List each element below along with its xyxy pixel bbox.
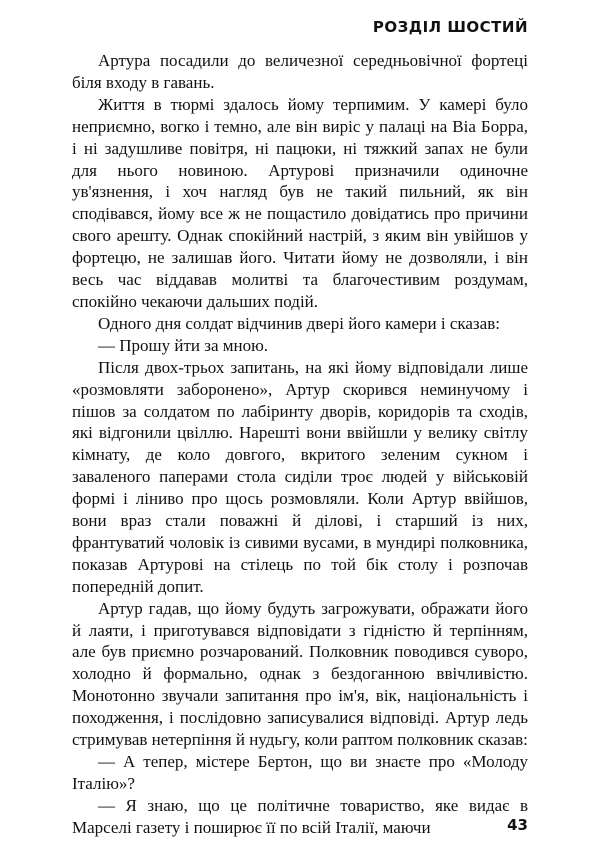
paragraph: — Прошу йти за мною.: [98, 335, 269, 355]
paragraph: Одного дня солдат відчинив двері його камери і сказав:: [98, 313, 500, 333]
paragraph: Після двох-трьох запитань, на які йому відповідали лише «розмовляти заборонено», Артур скорився неминучому і пішов за солдатом по лабіринту дворів, коридорів та сходів, які відгонили цвіллю. Нарешті вони ввійшли у велику світлу кімнату, де коло довгого, вкритого зеленим сукном і заваленого паперами стола сиділи троє людей у військовій формі і ліниво про щось розмовляли. Коли Артур ввійшов, вони враз стали поважні й ділові, і старший із них, франтуватий чоловік із сивими вусами, в мундирі полковника, показав Артурові на стілець по той бік столу і розпочав попередній допит.: [72, 357, 528, 596]
body-text: [72, 50, 528, 839]
paragraph: Артур гадав, що йому будуть загрожувати, ображати його й лаяти, і приготувався відповідати з гідністю й терпінням, але був приємно розчарований. Полковник поводився суворо, холодно й формально, однак з бездоганною ввічливістю. Монотонно звучали запитання про ім'я, вік, національність і походження, і послідовно записувалися відповіді. Артур ледь стримував нетерпіння й нудьгу, коли раптом полковник сказав:: [72, 598, 528, 750]
paragraph: — Я знаю, що це політичне товариство, яке видає в Марселі газету і поширює її по всій Італії, маючи: [72, 795, 528, 837]
chapter-title: РОЗДІЛ ШОСТИЙ: [372, 18, 528, 36]
paragraph: Життя в тюрмі здалось йому терпимим. У камері було неприємно, вогко і темно, але він виріс у палаці на Віа Борра, і ні задушливе повітря, ні пацюки, ні тяжкий запах не були для нього новиною. Артурові призначили одиночне ув'язнення, і хоч нагляд був не такий пильний, як він сподівався, йому все ж не пощастило довідатись про причини свого арешту. Однак спокійний настрій, з яким він увійшов у фортецю, не залишав його. Читати йому не дозволяли, і він весь час віддавав молитві та благочестивим роздумам, спокійно чекаючи дальших подій.: [72, 94, 528, 311]
paragraph: — А тепер, містере Бертон, що ви знаєте про «Молоду Італію»?: [72, 752, 528, 793]
paragraph: Артура посадили до величезної середньовічної фортеці біля входу в гавань.: [72, 51, 528, 92]
page-number: 43: [507, 816, 528, 834]
